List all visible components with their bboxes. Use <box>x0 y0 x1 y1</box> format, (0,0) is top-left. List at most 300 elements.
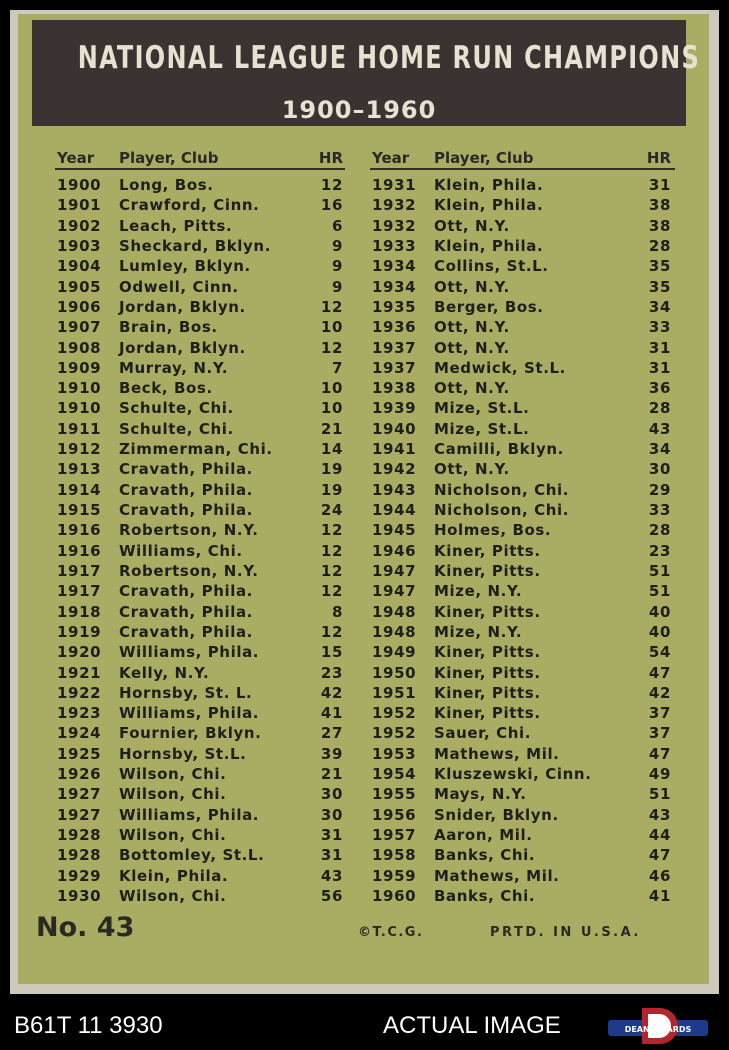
row-player: Cravath, Phila. <box>119 602 253 621</box>
table-row <box>370 521 675 541</box>
row-year: 1910 <box>57 379 102 398</box>
row-player: Kiner, Pitts. <box>434 683 541 702</box>
row-player: Kiner, Pitts. <box>434 663 541 682</box>
table-row <box>55 785 345 805</box>
row-year: 1920 <box>57 643 102 662</box>
row-player: Schulte, Chi. <box>119 399 234 418</box>
row-player: Banks, Chi. <box>434 886 536 905</box>
row-year: 1932 <box>372 216 417 235</box>
row-year: 1916 <box>57 521 102 540</box>
card-years: 1900–1960 <box>281 96 437 124</box>
row-year: 1943 <box>372 480 417 499</box>
row-player: Klein, Phila. <box>434 236 544 255</box>
row-hr: 42 <box>648 683 671 702</box>
row-player: Wilson, Chi. <box>119 785 227 804</box>
row-player: Hornsby, St. L. <box>119 683 253 702</box>
row-year: 1924 <box>57 724 102 743</box>
table-row <box>370 176 675 196</box>
row-hr: 37 <box>648 704 671 723</box>
row-hr: 14 <box>320 440 343 459</box>
row-hr: 56 <box>320 886 343 905</box>
table-row <box>55 298 345 318</box>
row-hr: 9 <box>331 257 343 276</box>
row-year: 1956 <box>372 805 417 824</box>
table-row <box>55 542 345 562</box>
row-hr: 19 <box>320 460 343 479</box>
table-row <box>370 339 675 359</box>
table-row <box>370 765 675 785</box>
row-hr: 12 <box>320 541 343 560</box>
row-hr: 40 <box>648 622 671 641</box>
table-row <box>370 724 675 744</box>
hr-header: HR <box>646 149 671 167</box>
table-row <box>370 501 675 521</box>
row-hr: 12 <box>320 521 343 540</box>
row-player: Nicholson, Chi. <box>434 501 570 519</box>
table-row <box>370 399 675 419</box>
table-row <box>55 521 345 541</box>
table-row <box>370 420 675 440</box>
row-player: Jordan, Bklyn. <box>119 338 246 357</box>
row-hr: 21 <box>320 765 343 784</box>
row-player: Long, Bos. <box>119 176 214 194</box>
row-hr: 44 <box>648 826 671 844</box>
row-year: 1935 <box>372 297 417 316</box>
row-hr: 54 <box>648 643 671 662</box>
row-hr: 31 <box>648 358 671 377</box>
row-player: Ott, N.Y. <box>434 318 510 337</box>
right-rows <box>370 176 675 907</box>
row-hr: 43 <box>648 419 671 438</box>
row-hr: 34 <box>648 440 671 459</box>
row-hr: 47 <box>648 744 671 763</box>
row-year: 1917 <box>57 582 102 601</box>
row-year: 1934 <box>372 257 417 276</box>
table-row <box>370 643 675 663</box>
row-year: 1928 <box>57 846 102 865</box>
row-year: 1906 <box>57 297 102 316</box>
table-row <box>370 582 675 602</box>
row-player: Ott, N.Y. <box>434 277 510 296</box>
row-hr: 24 <box>320 501 343 519</box>
row-player: Banks, Chi. <box>434 846 536 865</box>
row-hr: 40 <box>648 602 671 621</box>
row-hr: 7 <box>331 358 343 377</box>
row-player: Ott, N.Y. <box>434 379 510 398</box>
left-rows <box>55 176 345 907</box>
row-year: 1927 <box>57 785 102 804</box>
sku-label: B61T 11 3930 <box>14 1012 163 1039</box>
row-hr: 6 <box>331 216 343 235</box>
player-header: Player, Club <box>119 149 219 167</box>
row-year: 1938 <box>372 379 417 398</box>
table-row <box>55 217 345 237</box>
row-hr: 19 <box>320 480 343 499</box>
row-player: Cravath, Phila. <box>119 480 253 499</box>
row-hr: 33 <box>648 318 671 337</box>
row-hr: 47 <box>648 846 671 865</box>
row-year: 1944 <box>372 501 417 519</box>
row-hr: 29 <box>648 480 671 499</box>
row-hr: 10 <box>320 399 343 418</box>
table-row <box>370 846 675 866</box>
row-year: 1904 <box>57 257 102 276</box>
table-row <box>370 603 675 623</box>
row-player: Fournier, Bklyn. <box>119 724 262 743</box>
table-row <box>370 664 675 684</box>
row-hr: 12 <box>320 582 343 601</box>
table-row <box>55 623 345 643</box>
row-hr: 41 <box>648 886 671 905</box>
row-hr: 36 <box>648 379 671 398</box>
row-hr: 10 <box>320 379 343 398</box>
table-row <box>55 603 345 623</box>
row-year: 1905 <box>57 277 102 296</box>
table-row <box>370 826 675 846</box>
row-hr: 31 <box>320 846 343 865</box>
table-row <box>370 196 675 216</box>
table-row <box>55 643 345 663</box>
row-player: Robertson, N.Y. <box>119 521 259 540</box>
row-player: Mathews, Mil. <box>434 744 560 763</box>
row-hr: 12 <box>320 297 343 316</box>
table-row <box>370 887 675 907</box>
table-row <box>55 582 345 602</box>
row-year: 1929 <box>57 866 102 885</box>
row-year: 1952 <box>372 724 417 743</box>
row-player: Cravath, Phila. <box>119 460 253 479</box>
row-hr: 8 <box>331 602 343 621</box>
row-year: 1953 <box>372 744 417 763</box>
row-year: 1933 <box>372 236 417 255</box>
row-player: Klein, Phila. <box>434 176 544 194</box>
table-row <box>55 664 345 684</box>
row-year: 1955 <box>372 785 417 804</box>
row-player: Mays, N.Y. <box>434 785 527 804</box>
row-year: 1926 <box>57 765 102 784</box>
table-row <box>55 257 345 277</box>
row-hr: 9 <box>331 236 343 255</box>
row-year: 1948 <box>372 602 417 621</box>
row-hr: 33 <box>648 501 671 519</box>
row-year: 1937 <box>372 358 417 377</box>
table-row <box>55 562 345 582</box>
row-hr: 43 <box>320 866 343 885</box>
table-row <box>55 684 345 704</box>
row-hr: 49 <box>648 765 671 784</box>
logo-text: DEAN'S CARDS <box>624 1025 692 1034</box>
right-column-header <box>370 146 675 168</box>
row-year: 1915 <box>57 501 102 519</box>
row-year: 1936 <box>372 318 417 337</box>
row-year: 1932 <box>372 196 417 215</box>
row-hr: 37 <box>648 724 671 743</box>
row-year: 1927 <box>57 805 102 824</box>
row-year: 1907 <box>57 318 102 337</box>
row-hr: 31 <box>648 176 671 194</box>
table-row <box>370 785 675 805</box>
row-year: 1912 <box>57 440 102 459</box>
row-year: 1934 <box>372 277 417 296</box>
table-row <box>370 278 675 298</box>
row-hr: 28 <box>648 399 671 418</box>
row-year: 1928 <box>57 826 102 844</box>
row-player: Zimmerman, Chi. <box>119 440 273 459</box>
row-hr: 46 <box>648 866 671 885</box>
table-row <box>370 379 675 399</box>
row-player: Snider, Bklyn. <box>434 805 559 824</box>
row-player: Nicholson, Chi. <box>434 480 570 499</box>
row-player: Odwell, Cinn. <box>119 277 239 296</box>
row-player: Williams, Phila. <box>119 643 260 662</box>
row-year: 1937 <box>372 338 417 357</box>
table-row <box>370 460 675 480</box>
table-row <box>55 704 345 724</box>
table-row <box>370 704 675 724</box>
table-row <box>370 562 675 582</box>
row-player: Sheckard, Bklyn. <box>119 236 272 255</box>
table-row <box>55 724 345 744</box>
row-player: Lumley, Bklyn. <box>119 257 251 276</box>
row-player: Kiner, Pitts. <box>434 643 541 662</box>
row-player: Ott, N.Y. <box>434 338 510 357</box>
row-player: Williams, Chi. <box>119 541 243 560</box>
row-hr: 38 <box>648 216 671 235</box>
row-year: 1959 <box>372 866 417 885</box>
row-year: 1939 <box>372 399 417 418</box>
table-row <box>55 318 345 338</box>
row-year: 1902 <box>57 216 102 235</box>
row-player: Hornsby, St.L. <box>119 744 247 763</box>
row-hr: 12 <box>320 622 343 641</box>
row-hr: 12 <box>320 561 343 580</box>
table-row <box>55 806 345 826</box>
row-year: 1958 <box>372 846 417 865</box>
row-player: Leach, Pitts. <box>119 216 233 235</box>
row-year: 1908 <box>57 338 102 357</box>
row-year: 1903 <box>57 236 102 255</box>
table-row <box>370 318 675 338</box>
table-row <box>370 237 675 257</box>
row-hr: 21 <box>320 419 343 438</box>
table-row <box>55 379 345 399</box>
table-row <box>55 745 345 765</box>
row-year: 1917 <box>57 561 102 580</box>
right-column <box>370 146 675 907</box>
row-year: 1950 <box>372 663 417 682</box>
year-header: Year <box>57 149 95 167</box>
row-player: Camilli, Bklyn. <box>434 440 564 459</box>
row-hr: 47 <box>648 663 671 682</box>
table-row <box>370 684 675 704</box>
row-year: 1947 <box>372 561 417 580</box>
table-row <box>55 420 345 440</box>
row-year: 1921 <box>57 663 102 682</box>
card-header <box>32 20 701 126</box>
row-hr: 43 <box>648 805 671 824</box>
row-player: Kiner, Pitts. <box>434 704 541 723</box>
table-row <box>55 399 345 419</box>
row-player: Sauer, Chi. <box>434 724 532 743</box>
row-player: Mize, St.L. <box>434 419 530 438</box>
hr-header: HR <box>318 149 343 167</box>
row-player: Williams, Phila. <box>119 805 260 824</box>
row-year: 1952 <box>372 704 417 723</box>
row-player: Ott, N.Y. <box>434 460 510 479</box>
table-row <box>55 867 345 887</box>
table-row <box>55 278 345 298</box>
left-column-header <box>55 146 345 168</box>
row-player: Wilson, Chi. <box>119 886 227 905</box>
row-year: 1923 <box>57 704 102 723</box>
row-player: Crawford, Cinn. <box>119 196 260 215</box>
row-player: Kiner, Pitts. <box>434 602 541 621</box>
table-row <box>370 257 675 277</box>
row-player: Brain, Bos. <box>119 318 218 337</box>
row-hr: 51 <box>648 785 671 804</box>
row-hr: 16 <box>320 196 343 215</box>
row-hr: 35 <box>648 277 671 296</box>
row-player: Jordan, Bklyn. <box>119 297 246 316</box>
row-player: Berger, Bos. <box>434 297 544 316</box>
player-header: Player, Club <box>434 149 534 167</box>
row-player: Robertson, N.Y. <box>119 561 259 580</box>
table-row <box>370 623 675 643</box>
row-player: Wilson, Chi. <box>119 826 227 844</box>
table-row <box>370 217 675 237</box>
row-player: Holmes, Bos. <box>434 521 552 540</box>
row-year: 1916 <box>57 541 102 560</box>
row-hr: 30 <box>320 805 343 824</box>
table-row <box>55 359 345 379</box>
row-hr: 30 <box>648 460 671 479</box>
row-player: Murray, N.Y. <box>119 358 229 377</box>
row-year: 1900 <box>57 176 102 194</box>
row-year: 1946 <box>372 541 417 560</box>
actual-image-label: ACTUAL IMAGE <box>383 1012 561 1039</box>
header-rule <box>370 168 675 170</box>
row-hr: 41 <box>320 704 343 723</box>
row-hr: 15 <box>320 643 343 662</box>
row-year: 1910 <box>57 399 102 418</box>
row-player: Klein, Phila. <box>119 866 229 885</box>
table-row <box>55 765 345 785</box>
row-player: Cravath, Phila. <box>119 501 253 519</box>
row-player: Kluszewski, Cinn. <box>434 765 592 784</box>
row-hr: 27 <box>320 724 343 743</box>
row-player: Beck, Bos. <box>119 379 213 398</box>
row-year: 1947 <box>372 582 417 601</box>
row-hr: 28 <box>648 236 671 255</box>
row-year: 1930 <box>57 886 102 905</box>
row-hr: 23 <box>648 541 671 560</box>
row-player: Kiner, Pitts. <box>434 561 541 580</box>
table-row <box>55 237 345 257</box>
row-player: Cravath, Phila. <box>119 622 253 641</box>
row-player: Kelly, N.Y. <box>119 663 210 682</box>
row-player: Collins, St.L. <box>434 257 549 276</box>
row-year: 1913 <box>57 460 102 479</box>
row-player: Aaron, Mil. <box>434 826 533 844</box>
row-hr: 51 <box>648 561 671 580</box>
row-year: 1901 <box>57 196 102 215</box>
row-year: 1909 <box>57 358 102 377</box>
deans-cards-logo-icon <box>608 1006 708 1046</box>
row-player: Cravath, Phila. <box>119 582 253 601</box>
row-year: 1914 <box>57 480 102 499</box>
row-player: Mize, N.Y. <box>434 582 523 601</box>
table-row <box>55 196 345 216</box>
table-row <box>370 440 675 460</box>
table-row <box>55 460 345 480</box>
row-year: 1951 <box>372 683 417 702</box>
row-year: 1957 <box>372 826 417 844</box>
row-year: 1922 <box>57 683 102 702</box>
table-row <box>55 846 345 866</box>
row-hr: 30 <box>320 785 343 804</box>
table-row <box>55 481 345 501</box>
row-year: 1954 <box>372 765 417 784</box>
printed-in: PRTD. IN U.S.A. <box>490 925 641 940</box>
row-year: 1919 <box>57 622 102 641</box>
row-player: Williams, Phila. <box>119 704 260 723</box>
row-player: Klein, Phila. <box>434 196 544 215</box>
row-player: Bottomley, St.L. <box>119 846 265 865</box>
table-row <box>370 298 675 318</box>
row-hr: 42 <box>320 683 343 702</box>
year-header: Year <box>372 149 410 167</box>
table-row <box>55 826 345 846</box>
row-year: 1918 <box>57 602 102 621</box>
table-row <box>55 176 345 196</box>
left-column <box>55 146 345 907</box>
table-row <box>55 440 345 460</box>
table-row <box>370 745 675 765</box>
table-row <box>55 339 345 359</box>
row-hr: 12 <box>320 176 343 194</box>
row-hr: 9 <box>331 277 343 296</box>
row-hr: 31 <box>648 338 671 357</box>
table-row <box>370 867 675 887</box>
row-player: Wilson, Chi. <box>119 765 227 784</box>
row-hr: 10 <box>320 318 343 337</box>
row-hr: 39 <box>320 744 343 763</box>
table-row <box>370 806 675 826</box>
row-player: Kiner, Pitts. <box>434 541 541 560</box>
header-rule <box>55 168 345 170</box>
row-player: Ott, N.Y. <box>434 216 510 235</box>
row-year: 1941 <box>372 440 417 459</box>
row-year: 1931 <box>372 176 417 194</box>
card-title: NATIONAL LEAGUE HOME RUN CHAMPIONS <box>77 40 701 76</box>
row-hr: 35 <box>648 257 671 276</box>
row-player: Schulte, Chi. <box>119 419 234 438</box>
row-hr: 38 <box>648 196 671 215</box>
row-hr: 23 <box>320 663 343 682</box>
row-year: 1911 <box>57 419 102 438</box>
table-row <box>55 501 345 521</box>
row-hr: 28 <box>648 521 671 540</box>
row-player: Mize, St.L. <box>434 399 530 418</box>
table-row <box>370 481 675 501</box>
row-player: Mathews, Mil. <box>434 866 560 885</box>
copyright: ©T.C.G. <box>358 925 424 940</box>
row-hr: 12 <box>320 338 343 357</box>
row-year: 1960 <box>372 886 417 905</box>
row-year: 1925 <box>57 744 102 763</box>
row-year: 1942 <box>372 460 417 479</box>
row-year: 1948 <box>372 622 417 641</box>
